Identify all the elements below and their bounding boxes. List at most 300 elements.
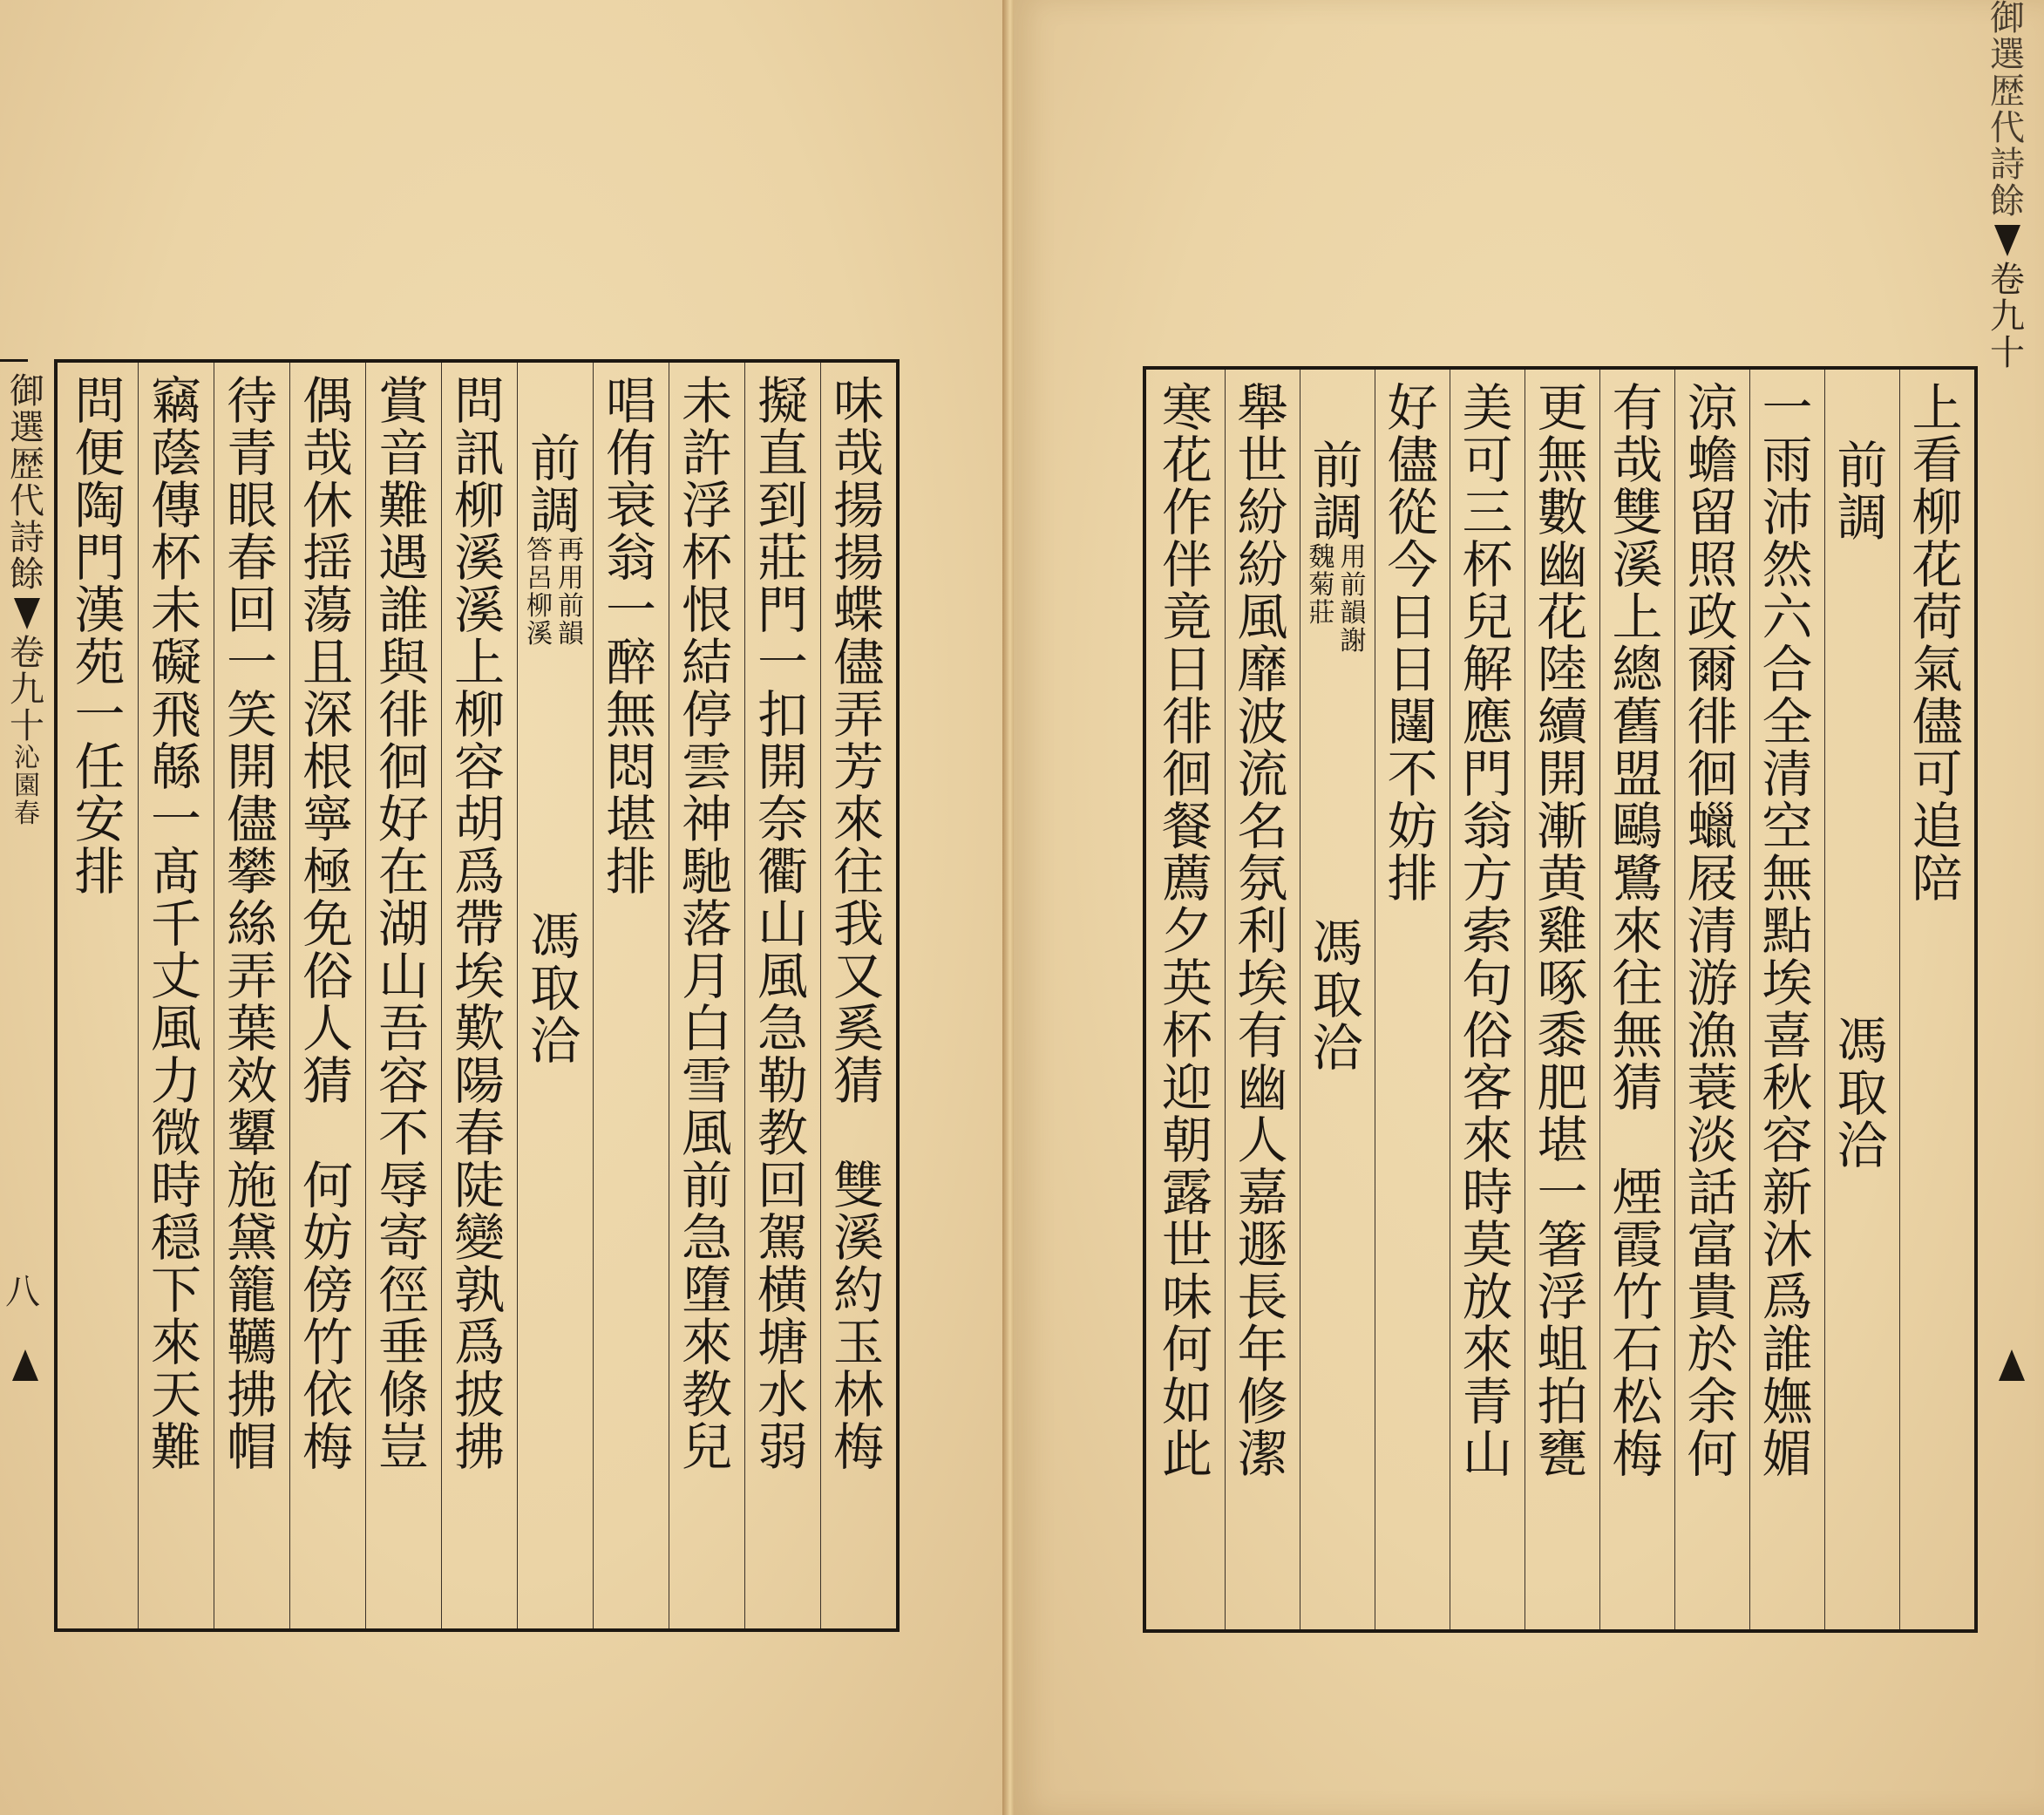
glyph: 難 bbox=[150, 1417, 201, 1477]
glyph: 吾 bbox=[377, 999, 429, 1058]
glyph: 游 bbox=[1687, 954, 1738, 1013]
glyph: 蔭 bbox=[150, 424, 201, 483]
column-text bbox=[1760, 378, 1816, 1484]
glyph: 馮 bbox=[529, 907, 581, 966]
glyph: 變 bbox=[453, 1208, 505, 1268]
margin-glyph: 園 bbox=[14, 771, 40, 801]
glyph: 可 bbox=[1912, 744, 1963, 804]
glyph: 雙 bbox=[832, 1156, 884, 1215]
glyph: 雨 bbox=[1762, 431, 1813, 490]
glyph: 長 bbox=[1237, 1268, 1288, 1327]
column-text bbox=[831, 371, 886, 1477]
glyph: 衰 bbox=[605, 476, 656, 535]
margin-glyph: 九 bbox=[1990, 296, 2025, 336]
glyph: 一 bbox=[1537, 1163, 1588, 1222]
glyph: 月 bbox=[681, 947, 732, 1006]
glyph: 紛 bbox=[1237, 535, 1288, 595]
glyph: 魏 bbox=[1308, 542, 1335, 573]
glyph: 媚 bbox=[1762, 1424, 1813, 1484]
glyph: 無 bbox=[605, 685, 656, 744]
glyph: 芳 bbox=[832, 738, 884, 797]
glyph: 墮 bbox=[681, 1261, 732, 1320]
glyph: 歎 bbox=[453, 999, 505, 1058]
glyph: 柳 bbox=[1912, 483, 1963, 542]
glyph: 前 bbox=[558, 591, 584, 622]
margin-glyph: 歴 bbox=[1990, 71, 2025, 112]
glyph: 世 bbox=[1161, 1215, 1212, 1275]
glyph: 依 bbox=[302, 1365, 353, 1424]
author-name bbox=[1835, 1011, 1891, 1175]
glyph: 馮 bbox=[1837, 1011, 1888, 1071]
juan-number bbox=[1988, 262, 2027, 371]
glyph: 放 bbox=[1462, 1268, 1513, 1327]
glyph: 春 bbox=[226, 528, 277, 588]
left-page bbox=[0, 0, 1008, 1815]
glyph: 教 bbox=[757, 1104, 808, 1163]
column-text bbox=[603, 371, 659, 901]
glyph: 結 bbox=[681, 633, 732, 692]
glyph: 寄 bbox=[377, 1208, 429, 1268]
glyph: 清 bbox=[1687, 901, 1738, 961]
glyph: 披 bbox=[453, 1365, 505, 1424]
glyph: 穏 bbox=[150, 1208, 201, 1268]
glyph: 荷 bbox=[1912, 588, 1963, 647]
glyph: 猜 bbox=[302, 1051, 353, 1111]
glyph: 拍 bbox=[1537, 1372, 1588, 1431]
glyph: 妨 bbox=[302, 1208, 353, 1268]
glyph: 幽 bbox=[1537, 535, 1588, 595]
glyph: 眼 bbox=[226, 476, 277, 535]
glyph: 任 bbox=[74, 738, 126, 797]
glyph: 奈 bbox=[757, 790, 808, 849]
glyph: 應 bbox=[1462, 692, 1513, 751]
glyph: 朝 bbox=[1161, 1111, 1212, 1170]
glyph: 弱 bbox=[757, 1417, 808, 1477]
glyph: 竹 bbox=[302, 1313, 353, 1372]
glyph: 沐 bbox=[1762, 1215, 1813, 1275]
glyph: 陽 bbox=[453, 1051, 505, 1111]
glyph: 柳 bbox=[453, 476, 505, 535]
glyph: 往 bbox=[832, 842, 884, 901]
glyph: 莊 bbox=[1308, 598, 1335, 629]
fishtail-mark-bottom bbox=[1999, 1349, 2025, 1381]
glyph: 勒 bbox=[757, 1051, 808, 1111]
glyph: 擬 bbox=[757, 371, 808, 431]
glyph: 到 bbox=[757, 476, 808, 535]
glyph: 來 bbox=[832, 790, 884, 849]
glyph: 舊 bbox=[1612, 692, 1663, 751]
glyph: 露 bbox=[1161, 1163, 1212, 1222]
margin-glyph: 選 bbox=[1990, 35, 2025, 75]
column-text bbox=[300, 371, 356, 1477]
glyph: 不 bbox=[1387, 744, 1438, 804]
glyph: 衢 bbox=[757, 842, 808, 901]
glyph: 如 bbox=[1161, 1372, 1212, 1431]
glyph: 解 bbox=[1462, 640, 1513, 699]
glyph: 俗 bbox=[302, 947, 353, 1006]
glyph: 嘉 bbox=[1237, 1163, 1288, 1222]
glyph: 容 bbox=[377, 1051, 429, 1111]
margin-glyph: 卷 bbox=[10, 633, 44, 673]
glyph: 好 bbox=[377, 790, 429, 849]
glyph: 猜 bbox=[1612, 1058, 1663, 1118]
margin-glyph: 餘 bbox=[1990, 181, 2025, 221]
glyph: 埃 bbox=[1762, 954, 1813, 1013]
glyph: 無 bbox=[1612, 1006, 1663, 1065]
glyph: 梅 bbox=[1612, 1424, 1663, 1484]
glyph: 取 bbox=[1312, 966, 1363, 1025]
glyph: 來 bbox=[681, 1313, 732, 1372]
glyph: 前 bbox=[1837, 436, 1888, 495]
glyph: 顰 bbox=[226, 1104, 277, 1163]
glyph: 駕 bbox=[757, 1208, 808, 1268]
glyph: 修 bbox=[1237, 1372, 1288, 1431]
glyph: 陸 bbox=[1537, 640, 1588, 699]
glyph: 辱 bbox=[377, 1156, 429, 1215]
glyph: 緜 bbox=[150, 738, 201, 797]
author-name bbox=[1310, 914, 1366, 1077]
glyph: 馮 bbox=[1312, 914, 1363, 973]
fishtail-mark bbox=[1994, 225, 2020, 256]
glyph: 屐 bbox=[1687, 849, 1738, 908]
glyph: 寧 bbox=[302, 790, 353, 849]
glyph: 今 bbox=[1387, 535, 1438, 595]
glyph: 千 bbox=[150, 894, 201, 954]
glyph: 兒 bbox=[681, 1417, 732, 1477]
glyph: 蛆 bbox=[1537, 1320, 1588, 1379]
glyph: 垂 bbox=[377, 1313, 429, 1372]
glyph: 柳 bbox=[526, 591, 553, 622]
glyph: 效 bbox=[226, 1051, 277, 1111]
tune-title bbox=[527, 429, 583, 540]
glyph: 丈 bbox=[150, 947, 201, 1006]
glyph: 條 bbox=[377, 1365, 429, 1424]
glyph: 日 bbox=[1387, 640, 1438, 699]
margin-glyph: 代 bbox=[1990, 108, 2025, 148]
glyph: 一 bbox=[757, 633, 808, 692]
glyph: 施 bbox=[226, 1156, 277, 1215]
glyph: 溪 bbox=[832, 1208, 884, 1268]
glyph: 馳 bbox=[681, 842, 732, 901]
glyph: 看 bbox=[1912, 431, 1963, 490]
glyph: 翁 bbox=[1462, 797, 1513, 856]
glyph: 儘 bbox=[1912, 692, 1963, 751]
glyph: 蕩 bbox=[302, 581, 353, 640]
glyph: 花 bbox=[1912, 535, 1963, 595]
glyph: 從 bbox=[1387, 483, 1438, 542]
glyph: 莊 bbox=[757, 528, 808, 588]
glyph: 直 bbox=[757, 424, 808, 483]
text-column bbox=[744, 363, 820, 1628]
tune-name bbox=[8, 744, 46, 828]
glyph: 揚 bbox=[832, 528, 884, 588]
column-text bbox=[1235, 378, 1291, 1484]
glyph: 堪 bbox=[605, 790, 656, 849]
glyph: 籠 bbox=[226, 1261, 277, 1320]
glyph: 傳 bbox=[150, 476, 201, 535]
glyph: 來 bbox=[150, 1313, 201, 1372]
glyph: 訊 bbox=[453, 424, 505, 483]
glyph: 徘 bbox=[1687, 692, 1738, 751]
author-name bbox=[527, 907, 583, 1071]
glyph: 溪 bbox=[1612, 535, 1663, 595]
glyph: 音 bbox=[377, 424, 429, 483]
glyph: 爾 bbox=[1687, 640, 1738, 699]
column-text bbox=[72, 371, 128, 901]
glyph: 來 bbox=[1462, 1320, 1513, 1379]
glyph: 無 bbox=[1762, 849, 1813, 908]
tune-title bbox=[1310, 436, 1366, 547]
glyph: 竊 bbox=[150, 371, 201, 431]
glyph: 哉 bbox=[832, 424, 884, 483]
glyph: 教 bbox=[681, 1365, 732, 1424]
glyph: 開 bbox=[1537, 744, 1588, 804]
glyph: 白 bbox=[681, 999, 732, 1058]
margin-glyph: 十 bbox=[10, 706, 44, 746]
glyph: 侑 bbox=[605, 424, 656, 483]
glyph: 許 bbox=[681, 424, 732, 483]
glyph: 煙 bbox=[1612, 1163, 1663, 1222]
margin-glyph: 詩 bbox=[10, 518, 44, 558]
column-text bbox=[148, 371, 204, 1477]
glyph: 浮 bbox=[1537, 1268, 1588, 1327]
glyph: 急 bbox=[681, 1208, 732, 1268]
heading-column bbox=[1824, 370, 1899, 1629]
glyph: 風 bbox=[150, 999, 201, 1058]
glyph: 排 bbox=[74, 842, 126, 901]
margin-glyph: 沁 bbox=[14, 743, 40, 773]
glyph: 韻 bbox=[558, 619, 584, 649]
text-column bbox=[1225, 370, 1300, 1629]
glyph: 回 bbox=[226, 581, 277, 640]
glyph: 味 bbox=[1161, 1268, 1212, 1327]
glyph: 容 bbox=[453, 738, 505, 797]
tune-title bbox=[1835, 436, 1891, 547]
glyph: 韻 bbox=[1340, 598, 1367, 629]
glyph: 葉 bbox=[226, 999, 277, 1058]
glyph: 味 bbox=[832, 371, 884, 431]
glyph: 便 bbox=[74, 424, 126, 483]
glyph: 排 bbox=[1387, 849, 1438, 908]
glyph: 又 bbox=[832, 947, 884, 1006]
glyph: 杯 bbox=[1161, 1006, 1212, 1065]
glyph: 餐 bbox=[1161, 797, 1212, 856]
glyph: 杯 bbox=[681, 528, 732, 588]
glyph: 肥 bbox=[1537, 1058, 1588, 1118]
glyph: 猜 bbox=[832, 1051, 884, 1111]
right-page bbox=[1014, 0, 2044, 1815]
text-column bbox=[669, 363, 744, 1628]
glyph: 莫 bbox=[1462, 1215, 1513, 1275]
glyph: 礙 bbox=[150, 633, 201, 692]
glyph: 横 bbox=[757, 1261, 808, 1320]
margin-glyph: 九 bbox=[10, 670, 44, 710]
right-margin-column bbox=[1983, 0, 2032, 371]
glyph: 堪 bbox=[1537, 1111, 1588, 1170]
glyph: 句 bbox=[1462, 954, 1513, 1013]
glyph: 竹 bbox=[1612, 1268, 1663, 1327]
frame-top-edge bbox=[0, 359, 28, 362]
glyph: 難 bbox=[377, 476, 429, 535]
glyph: 風 bbox=[1237, 588, 1288, 647]
column-text bbox=[755, 371, 811, 1477]
column-text bbox=[1685, 378, 1741, 1484]
juan-number bbox=[8, 635, 46, 744]
glyph: 笑 bbox=[226, 685, 277, 744]
glyph: 黛 bbox=[226, 1208, 277, 1268]
glyph: 呂 bbox=[526, 563, 553, 594]
glyph: 儘 bbox=[832, 633, 884, 692]
heading-column bbox=[1300, 370, 1375, 1629]
glyph: 年 bbox=[1237, 1320, 1288, 1379]
text-column bbox=[1450, 370, 1525, 1629]
glyph: 偶 bbox=[302, 371, 353, 431]
glyph: 奚 bbox=[832, 999, 884, 1058]
column-text bbox=[1910, 378, 1966, 908]
margin-glyph: 選 bbox=[10, 408, 44, 448]
glyph: 山 bbox=[757, 894, 808, 954]
glyph: 約 bbox=[832, 1261, 884, 1320]
glyph: 爲 bbox=[453, 842, 505, 901]
glyph: 徘 bbox=[377, 685, 429, 744]
glyph: 清 bbox=[1762, 744, 1813, 804]
text-column bbox=[1899, 370, 1974, 1629]
glyph: 啄 bbox=[1537, 954, 1588, 1013]
glyph: 爲 bbox=[453, 1313, 505, 1372]
glyph: 誰 bbox=[1762, 1320, 1813, 1379]
glyph: 漸 bbox=[1537, 797, 1588, 856]
glyph: 一 bbox=[1762, 378, 1813, 438]
glyph: 安 bbox=[74, 790, 126, 849]
glyph: 方 bbox=[1462, 849, 1513, 908]
glyph: 氣 bbox=[1912, 640, 1963, 699]
glyph: 幽 bbox=[1237, 1058, 1288, 1118]
glyph: 霞 bbox=[1612, 1215, 1663, 1275]
glyph: 調 bbox=[529, 481, 581, 540]
glyph: 林 bbox=[832, 1365, 884, 1424]
glyph: 極 bbox=[302, 842, 353, 901]
glyph: 青 bbox=[1462, 1372, 1513, 1431]
glyph: 更 bbox=[1537, 378, 1588, 438]
column-text bbox=[224, 371, 280, 1477]
glyph: 闥 bbox=[1387, 692, 1438, 751]
glyph: 在 bbox=[377, 842, 429, 901]
glyph: 漁 bbox=[1687, 1006, 1738, 1065]
text-column bbox=[441, 363, 517, 1628]
glyph: 謝 bbox=[1340, 626, 1367, 656]
glyph: 舉 bbox=[1237, 378, 1288, 438]
glyph: 梅 bbox=[832, 1417, 884, 1477]
margin-glyph: 十 bbox=[1990, 333, 2025, 373]
glyph: 遯 bbox=[1237, 1215, 1288, 1275]
column-text bbox=[1535, 378, 1591, 1484]
glyph: 哉 bbox=[1612, 431, 1663, 490]
glyph: 帶 bbox=[453, 894, 505, 954]
glyph: 何 bbox=[302, 1156, 353, 1215]
glyph: 風 bbox=[757, 947, 808, 1006]
glyph: 悶 bbox=[605, 738, 656, 797]
glyph: 漢 bbox=[74, 581, 126, 640]
tune-note bbox=[525, 537, 586, 649]
glyph: 回 bbox=[757, 1156, 808, 1215]
glyph: 英 bbox=[1161, 954, 1212, 1013]
glyph: 水 bbox=[757, 1365, 808, 1424]
glyph: 陡 bbox=[453, 1156, 505, 1215]
margin-glyph: 代 bbox=[10, 481, 44, 521]
glyph: 再 bbox=[558, 535, 584, 566]
glyph: 容 bbox=[1762, 1111, 1813, 1170]
glyph: 來 bbox=[1612, 901, 1663, 961]
glyph: 迎 bbox=[1161, 1058, 1212, 1118]
text-column bbox=[820, 363, 896, 1628]
column-text bbox=[376, 371, 431, 1477]
glyph: 揺 bbox=[302, 528, 353, 588]
glyph: 弄 bbox=[226, 947, 277, 1006]
glyph: 埃 bbox=[1237, 954, 1288, 1013]
glyph: 攀 bbox=[226, 842, 277, 901]
glyph: 富 bbox=[1687, 1215, 1738, 1275]
glyph: 作 bbox=[1161, 483, 1212, 542]
margin-glyph: 御 bbox=[1990, 0, 2025, 38]
glyph: 問 bbox=[74, 371, 126, 431]
glyph: 柳 bbox=[453, 685, 505, 744]
glyph: 有 bbox=[1612, 378, 1663, 438]
glyph: 前 bbox=[529, 429, 581, 488]
glyph: 調 bbox=[1837, 488, 1888, 547]
glyph: 松 bbox=[1612, 1372, 1663, 1431]
fishtail-mark-bottom bbox=[12, 1349, 38, 1381]
glyph: 徘 bbox=[1161, 692, 1212, 751]
glyph: 索 bbox=[1462, 901, 1513, 961]
glyph: 杯 bbox=[150, 528, 201, 588]
glyph: 盟 bbox=[1612, 744, 1663, 804]
text-column bbox=[1599, 370, 1674, 1629]
glyph: 唱 bbox=[605, 371, 656, 431]
text-column bbox=[1525, 370, 1599, 1629]
glyph: 前 bbox=[1312, 436, 1363, 495]
text-column bbox=[1150, 370, 1225, 1629]
glyph: 總 bbox=[1612, 640, 1663, 699]
glyph: 與 bbox=[377, 633, 429, 692]
glyph: 點 bbox=[1762, 901, 1813, 961]
glyph: 且 bbox=[302, 633, 353, 692]
glyph: 徊 bbox=[1161, 744, 1212, 804]
glyph: 薦 bbox=[1161, 849, 1212, 908]
glyph: 恨 bbox=[681, 581, 732, 640]
glyph: 湖 bbox=[377, 894, 429, 954]
margin-glyph: 春 bbox=[14, 799, 40, 829]
glyph: 然 bbox=[1762, 535, 1813, 595]
glyph: 花 bbox=[1537, 588, 1588, 647]
text-column bbox=[62, 363, 138, 1628]
glyph: 嫵 bbox=[1762, 1372, 1813, 1431]
left-margin-column bbox=[5, 373, 49, 828]
glyph: 黍 bbox=[1537, 1006, 1588, 1065]
glyph: 休 bbox=[302, 476, 353, 535]
glyph: 美 bbox=[1462, 378, 1513, 438]
heading-column bbox=[517, 363, 593, 1628]
glyph: 取 bbox=[1837, 1064, 1888, 1123]
glyph: 空 bbox=[1762, 797, 1813, 856]
glyph: 利 bbox=[1237, 901, 1288, 961]
glyph: 客 bbox=[1462, 1058, 1513, 1118]
glyph: 扣 bbox=[757, 685, 808, 744]
glyph: 我 bbox=[832, 894, 884, 954]
text-column bbox=[365, 363, 441, 1628]
glyph: 留 bbox=[1687, 483, 1738, 542]
glyph: 山 bbox=[377, 947, 429, 1006]
glyph: 答 bbox=[526, 535, 553, 566]
